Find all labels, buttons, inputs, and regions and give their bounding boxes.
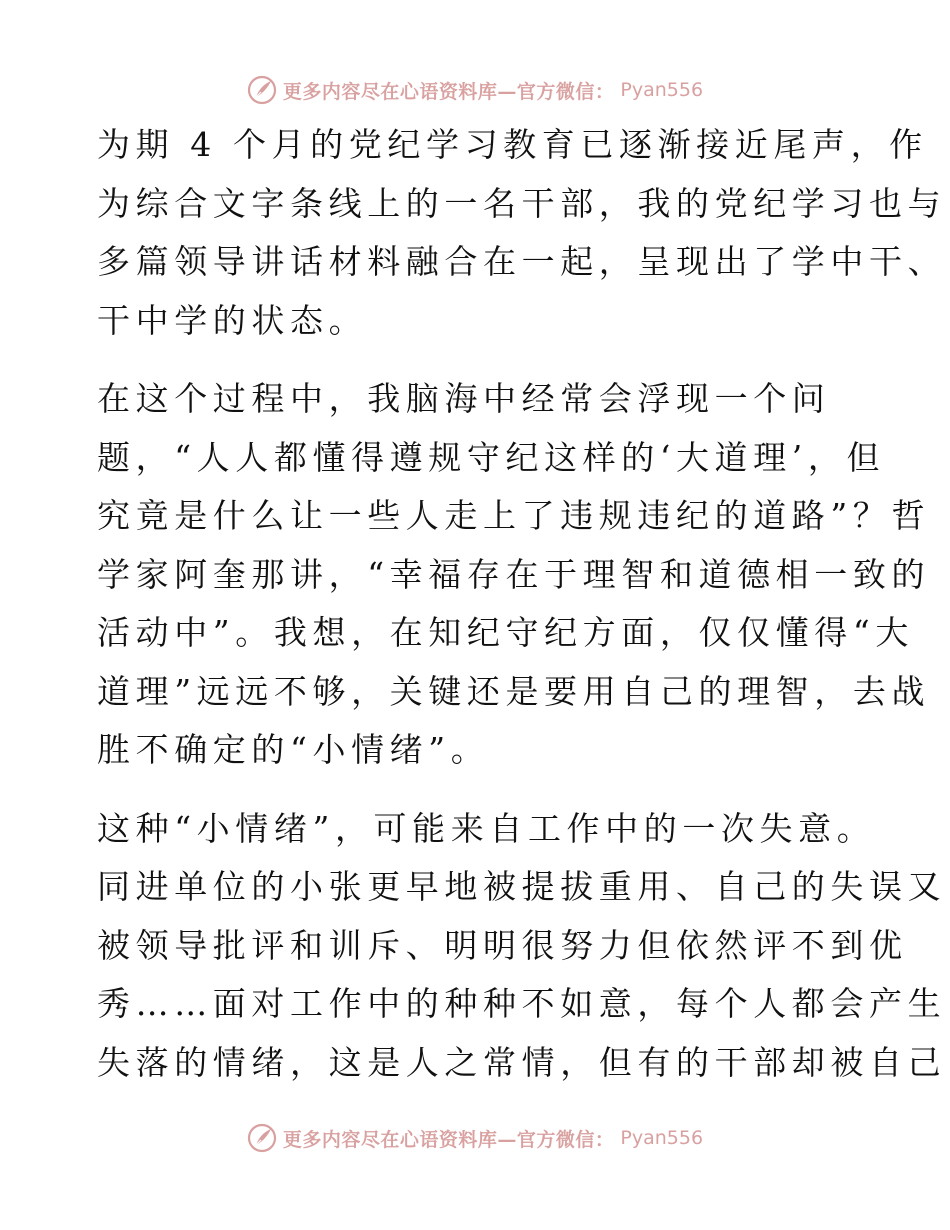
paragraph-3 [97,800,947,1093]
paragraph-2 [97,370,931,780]
text-line: 为综合文字条线上的一名干部，我的党纪学习也与 [97,183,947,223]
text-line: 学家阿奎那讲，“幸福存在于理智和道德相一致的 [97,554,931,594]
quill-logo-icon [247,75,277,105]
watermark-contact: Pyan556 [620,1127,704,1149]
footer-watermark [0,1118,950,1158]
text-line: 失落的情绪，这是人之常情，但有的干部却被自己 [97,1042,947,1082]
paragraph-1 [97,116,947,350]
text-line: 多篇领导讲话材料融合在一起，呈现出了学中干、 [97,242,947,281]
document-body [97,116,947,1112]
text-line: 活动中”。我想，在知纪守纪方面，仅仅懂得“大 [97,613,914,652]
text-line: 道理”远远不够，关键还是要用自己的理智，去战 [97,671,931,711]
text-line: 为期 4 个月的党纪学习教育已逐渐接近尾声，作 [97,125,928,164]
watermark-text: 更多内容尽在心语资料库—官方微信： [282,80,615,103]
text-line: 这种“小情绪”，可能来自工作中的一次失意。 [97,808,876,848]
quill-logo-icon [247,1123,277,1153]
text-line: 题，“人人都懂得遵规守纪这样的‘大道理’，但 [97,437,886,477]
text-line: 胜不确定的“小情绪”。 [97,730,490,769]
watermark-contact: Pyan556 [620,79,704,101]
watermark-text: 更多内容尽在心语资料库—官方微信： [282,1128,615,1151]
text-line: 究竟是什么让一些人走上了违规违纪的道路”？哲 [97,496,931,535]
header-watermark [0,70,950,110]
text-line: 被领导批评和训斥、明明很努力但依然评不到优 [97,925,908,965]
text-line: 同进单位的小张更早地被提拔重用、自己的失误又 [97,867,947,906]
text-line: 在这个过程中，我脑海中经常会浮现一个问 [97,379,831,418]
text-line: 干中学的状态。 [97,300,368,340]
text-line: 秀……面对工作中的种种不如意，每个人都会产生 [97,984,947,1023]
